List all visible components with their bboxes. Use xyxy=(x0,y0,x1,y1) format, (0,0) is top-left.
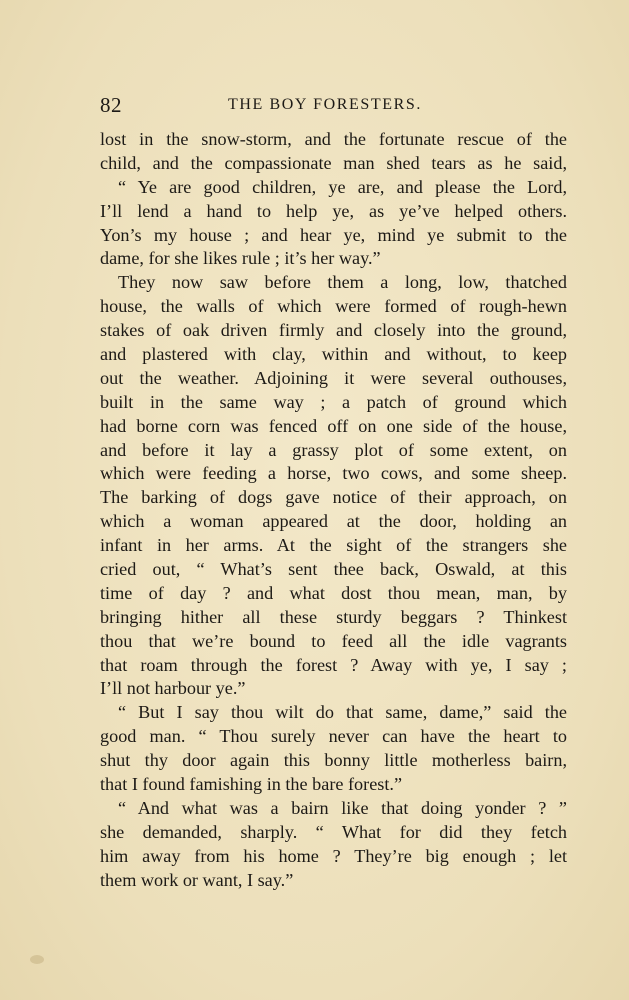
body-text xyxy=(100,128,567,893)
text-line: she demanded, sharply. “ What for did they fetch xyxy=(100,821,567,842)
text-line: “ And what was a bairn like that doing yonder ? ” xyxy=(118,797,567,818)
text-line: time of day ? and what dost thou mean, man, by xyxy=(100,582,567,603)
text-line: Yon’s my house ; and hear ye, mind ye submit to the xyxy=(100,224,567,245)
text-line: lost in the snow-storm, and the fortunate rescue of the xyxy=(100,129,567,149)
text-line: that I found famishing in the bare forest.” xyxy=(100,774,403,795)
text-line: which were feeding a horse, two cows, and some sheep. xyxy=(100,463,567,484)
text-line: “ Ye are good children, ye are, and please the Lord, xyxy=(118,176,567,197)
text-line: bringing hither all these sturdy beggars ? Thinkest xyxy=(100,606,567,627)
text-line: cried out, “ What’s sent thee back, Oswald, at this xyxy=(100,559,567,580)
text-line: “ But I say thou wilt do that same, dame,” said the xyxy=(118,702,567,723)
text-line: The barking of dogs gave notice of their approach, on xyxy=(100,487,567,508)
text-line: had borne corn was fenced off on one side of the house, xyxy=(100,415,567,436)
text-line: infant in her arms. At the sight of the strangers she xyxy=(100,535,567,556)
paper-stain xyxy=(30,955,44,964)
text-line: child, and the compassionate man shed tears as he said, xyxy=(100,152,567,173)
text-line: I’ll lend a hand to help ye, as ye’ve helped others. xyxy=(100,200,567,221)
text-line: dame, for she likes rule ; it’s her way.” xyxy=(100,248,381,269)
text-line: They now saw before them a long, low, thatched xyxy=(118,272,567,293)
text-line: good man. “ Thou surely never can have the heart to xyxy=(100,726,567,747)
text-line: shut thy door again this bonny little motherless bairn, xyxy=(100,750,567,771)
text-line: out the weather. Adjoining it were several outhouses, xyxy=(100,367,567,388)
text-line: I’ll not harbour ye.” xyxy=(100,678,246,699)
text-line: and before it lay a grassy plot of some extent, on xyxy=(100,439,567,460)
text-line: and plastered with clay, within and without, to keep xyxy=(100,344,567,365)
text-line: which a woman appeared at the door, holding an xyxy=(100,511,567,532)
text-line: stakes of oak driven firmly and closely into the ground, xyxy=(100,320,567,341)
text-line: house, the walls of which were formed of rough-hewn xyxy=(100,296,567,317)
text-line: that roam through the forest ? Away with ye, I say ; xyxy=(100,654,567,675)
page-header xyxy=(100,93,568,121)
text-line: built in the same way ; a patch of ground which xyxy=(100,391,567,412)
text-line: them work or want, I say.” xyxy=(100,869,294,890)
text-line: him away from his home ? They’re big enough ; let xyxy=(100,845,567,866)
running-title: THE BOY FORESTERS. xyxy=(228,96,423,113)
page-number: 82 xyxy=(100,93,122,117)
text-line: thou that we’re bound to feed all the idle vagrants xyxy=(100,630,567,651)
